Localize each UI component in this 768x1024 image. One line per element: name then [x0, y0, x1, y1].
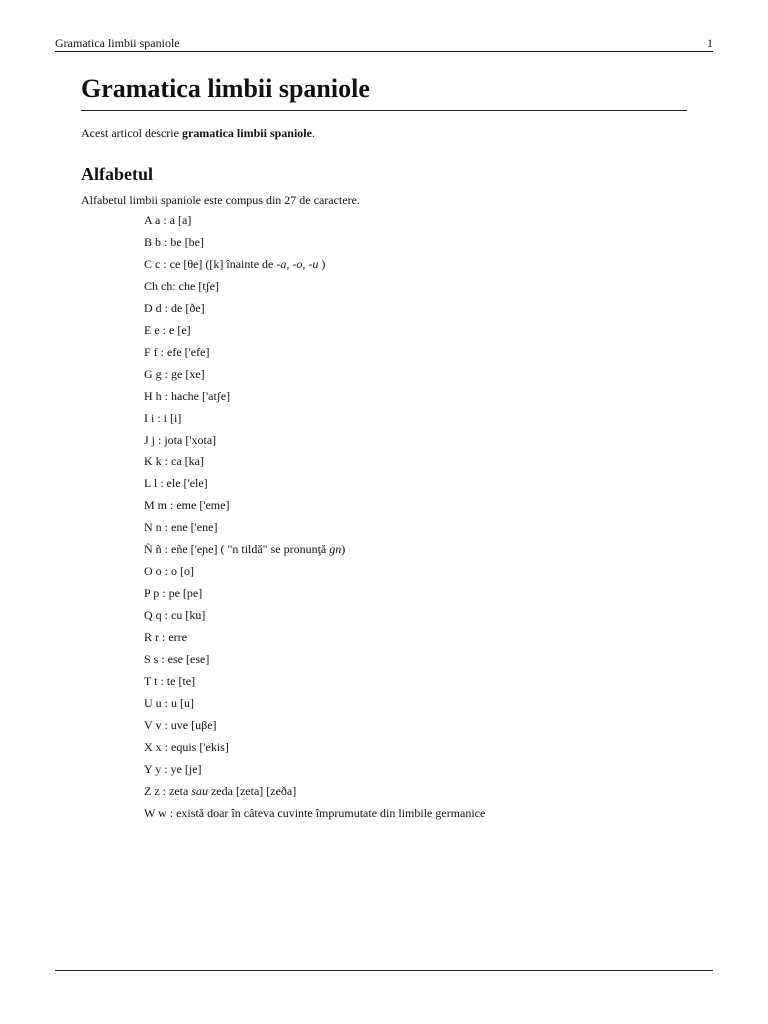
list-item: H h : hache ['atʃe]: [144, 388, 231, 403]
list-item: T t : te [te]: [144, 674, 196, 689]
article-body: [81, 72, 687, 825]
intro-bold: gramatica limbii spaniole: [181, 126, 312, 140]
list-item: L l : ele ['ele]: [144, 476, 208, 491]
list-item: G g : ge [xe]: [144, 366, 205, 381]
header-rule: [55, 51, 713, 52]
list-item: Ch ch: che [tʃe]: [144, 278, 219, 293]
list-item: [144, 254, 687, 276]
running-title: Gramatica limbii spaniole: [55, 36, 180, 50]
letter-c-text: C c : ce [θe] ([k] înainte de: [144, 256, 277, 271]
intro-paragraph: [81, 125, 687, 141]
letter-c-tail: ): [318, 256, 326, 271]
list-item: O o : o [o]: [144, 564, 194, 579]
page-number: 1: [707, 36, 713, 50]
list-item: V v : uve [uβe]: [144, 717, 217, 732]
list-item: K k : ca [ka]: [144, 454, 204, 469]
section-intro: Alfabetul limbii spaniole este compus din 27 de caractere.: [81, 193, 360, 207]
article-title: Gramatica limbii spaniole: [81, 72, 687, 111]
list-item: R r : erre: [144, 630, 187, 645]
list-item: U u : u [u]: [144, 695, 194, 710]
letter-enye-italic: gn: [329, 542, 342, 557]
list-item: N n : ene ['ene]: [144, 520, 218, 535]
list-item: M m : eme ['eme]: [144, 498, 230, 513]
letter-z-italic: sau: [191, 783, 208, 798]
section-title: Alfabetul: [81, 164, 153, 184]
letter-enye-tail: ): [341, 542, 346, 557]
list-item: S s : ese [ese]: [144, 652, 210, 667]
list-item: J j : jota ['xota]: [144, 432, 217, 447]
list-item: I i : i [i]: [144, 410, 182, 425]
intro-prefix: Acest articol descrie: [81, 126, 182, 140]
list-item: P p : pe [pe]: [144, 586, 203, 601]
list-item: W w : există doar în câteva cuvinte împrumutate din limbile germanice: [144, 805, 486, 820]
list-item: D d : de [ðe]: [144, 300, 205, 315]
running-header: [55, 36, 713, 50]
list-item: [144, 781, 687, 803]
list-item: [144, 539, 687, 561]
list-item: F f : efe ['efe]: [144, 344, 210, 359]
list-item: Y y : ye [je]: [144, 761, 202, 776]
alphabet-list: [81, 210, 687, 825]
list-item: B b : be [be]: [144, 234, 204, 249]
list-item: X x : equis ['ekis]: [144, 739, 229, 754]
letter-z-b: zeda [zeta] [zeða]: [207, 783, 297, 798]
letter-c-italic: -a, -o, -u: [276, 256, 319, 271]
intro-suffix: .: [311, 126, 315, 140]
list-item: Q q : cu [ku]: [144, 608, 206, 623]
list-item: A a : a [a]: [144, 213, 192, 227]
letter-z-a: Z z : zeta: [144, 783, 192, 798]
letter-enye-text: Ñ ñ : eñe ['eɲe] ( "n tildă" se pronunţă: [144, 542, 330, 557]
list-item: E e : e [e]: [144, 322, 191, 337]
footer-rule: [55, 970, 713, 971]
